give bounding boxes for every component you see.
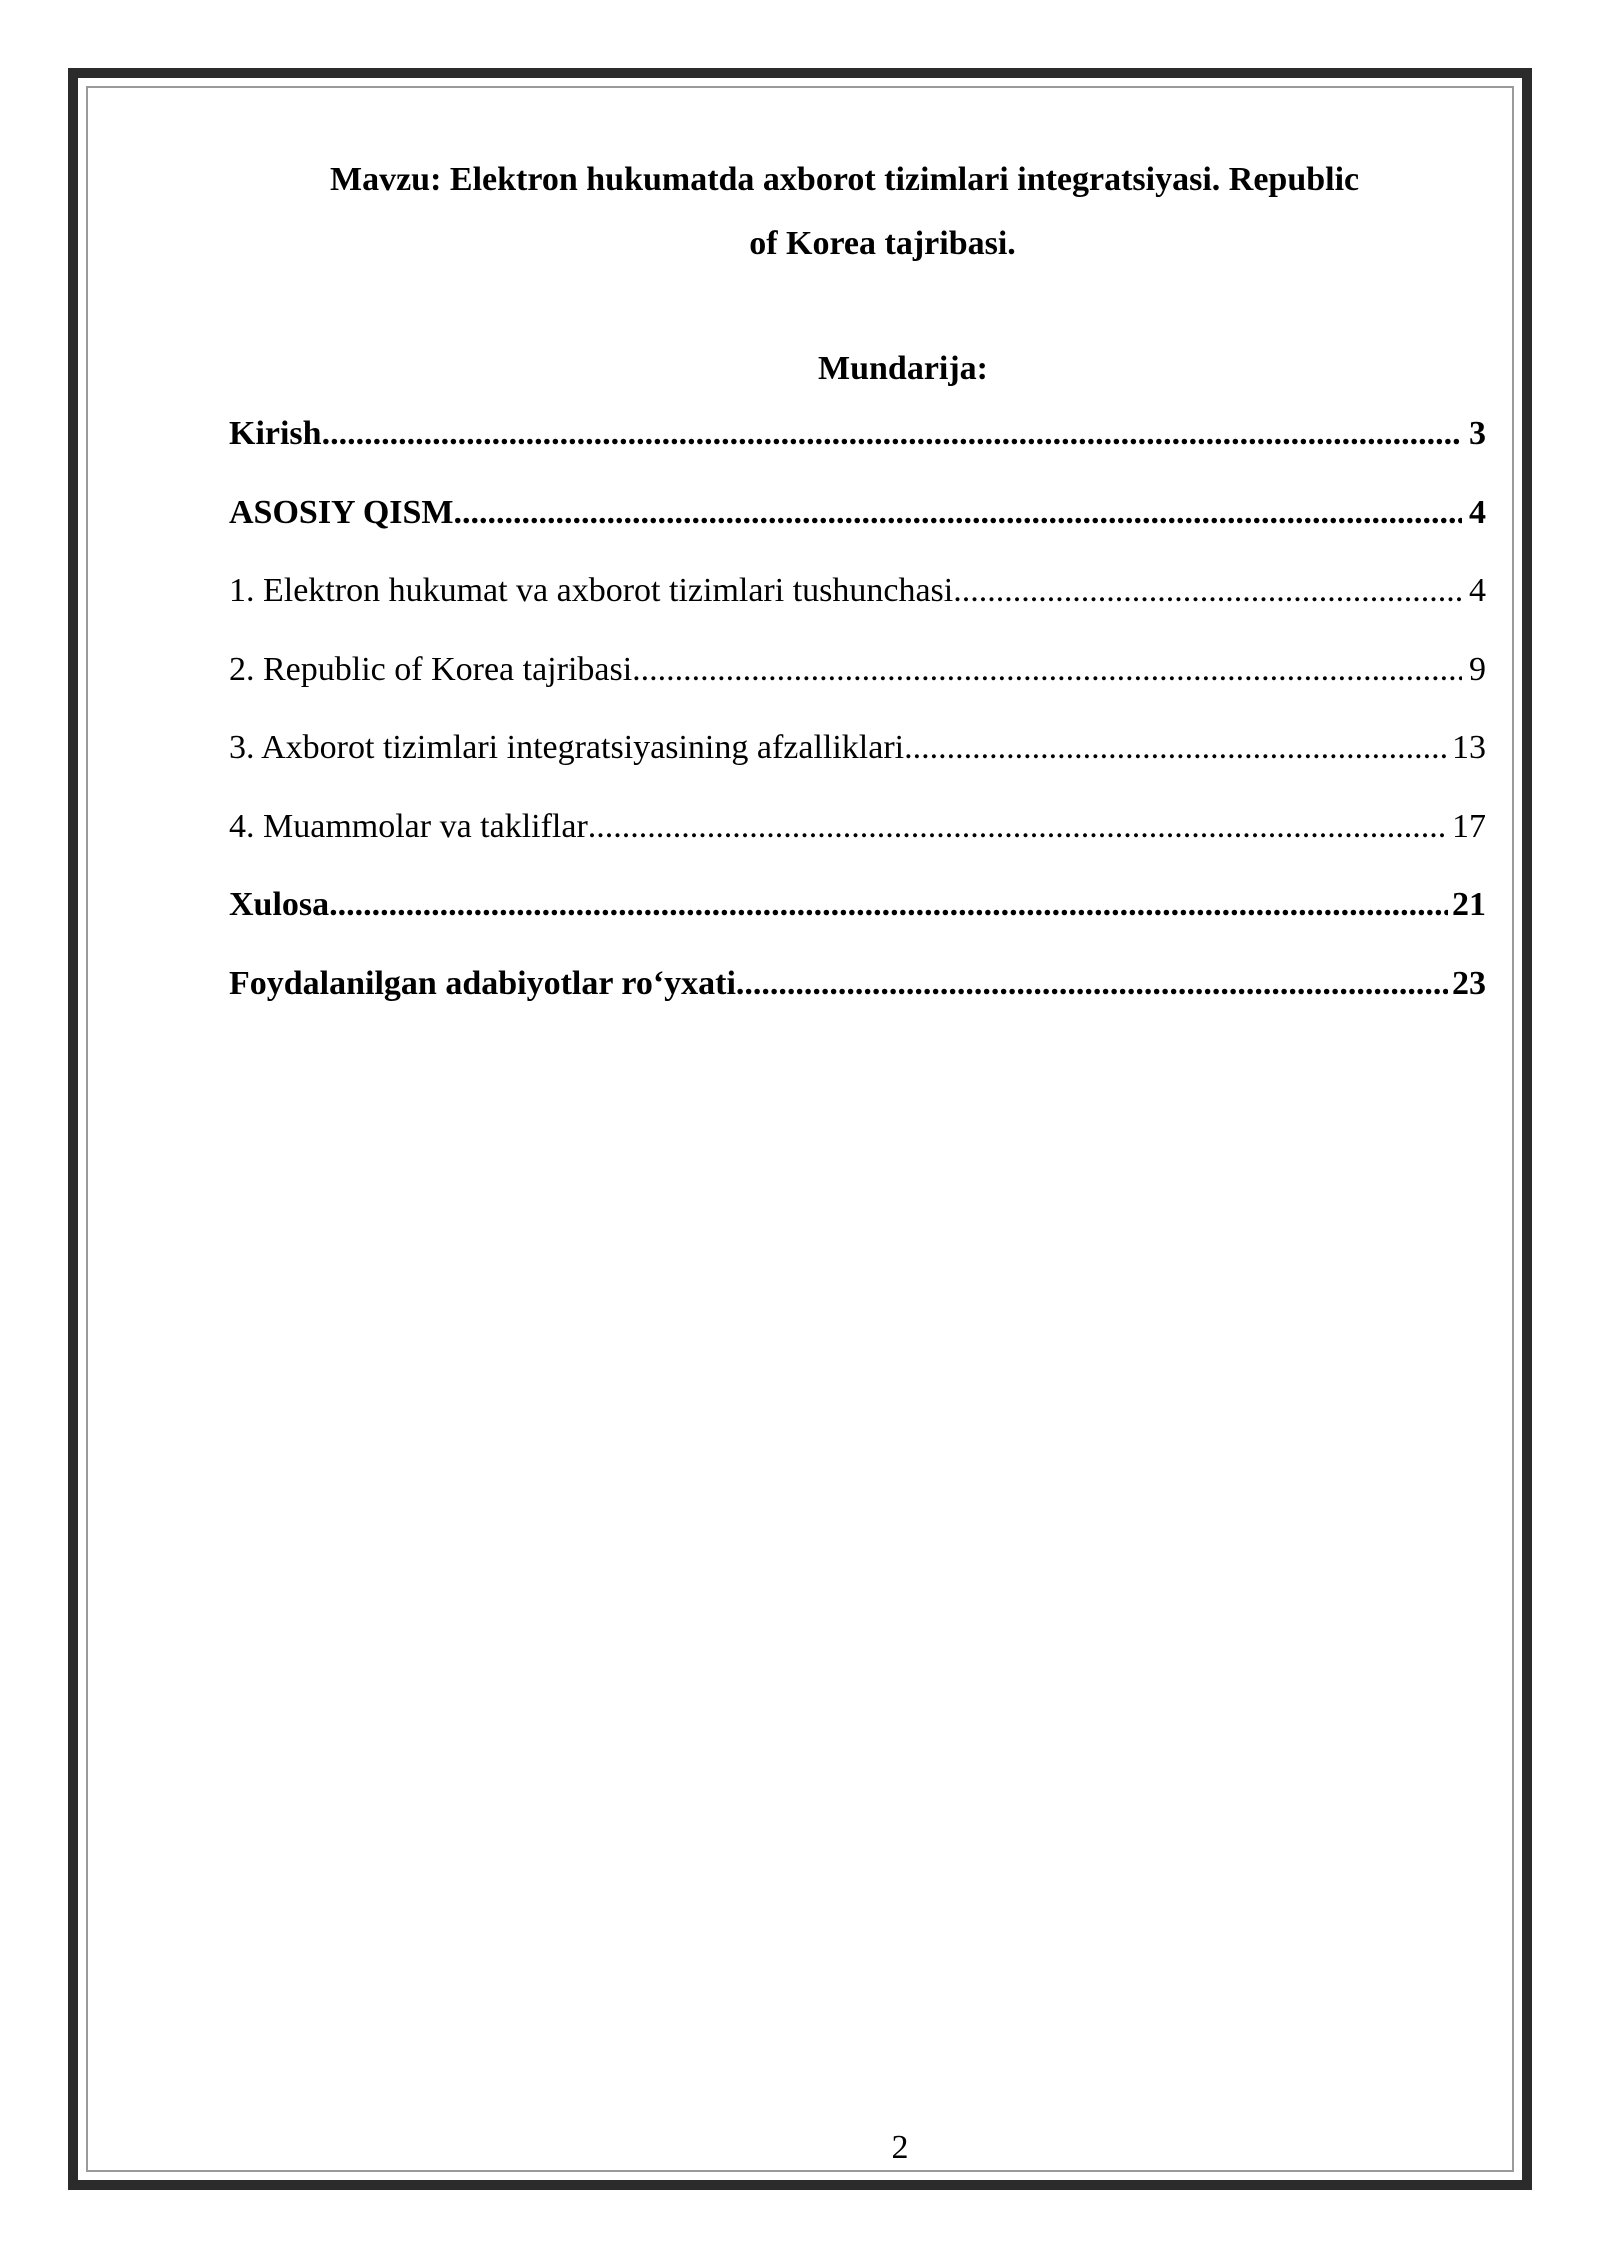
toc-dot-leader bbox=[329, 877, 1448, 933]
title-line-2: of Korea tajribasi. bbox=[749, 225, 1016, 262]
toc-entry-page: 23 bbox=[1452, 964, 1486, 1002]
toc-entry-xulosa[interactable] bbox=[229, 877, 1486, 956]
toc-entry-label: ASOSIY QISM bbox=[229, 493, 454, 531]
toc-entry-page: 17 bbox=[1452, 807, 1486, 845]
toc-entry-page: 4 bbox=[1469, 493, 1486, 531]
toc-entry-label: 4. Muammolar va takliflar bbox=[229, 807, 588, 845]
toc-dot-leader bbox=[736, 956, 1448, 1012]
toc-entry-references[interactable] bbox=[229, 956, 1486, 1035]
toc-dot-leader bbox=[588, 799, 1448, 855]
toc-dot-leader bbox=[632, 642, 1462, 698]
table-of-contents bbox=[229, 406, 1486, 1034]
toc-entry-section-3[interactable] bbox=[229, 720, 1486, 799]
toc-entry-label: 1. Elektron hukumat va axborot tizimlari tushunchasi bbox=[229, 572, 954, 609]
toc-entry-section-1[interactable] bbox=[229, 563, 1486, 642]
toc-heading: Mundarija: bbox=[818, 350, 988, 387]
toc-entry-section-2[interactable] bbox=[229, 642, 1486, 721]
document-title bbox=[330, 148, 1480, 276]
toc-entry-page: 3 bbox=[1469, 415, 1486, 452]
toc-dot-leader bbox=[322, 406, 1462, 462]
toc-entry-label: Foydalanilgan adabiyotlar ro‘yxati bbox=[229, 964, 736, 1002]
toc-entry-section-4[interactable] bbox=[229, 799, 1486, 878]
toc-dot-leader bbox=[904, 720, 1448, 776]
toc-entry-page: 13 bbox=[1452, 729, 1486, 766]
toc-entry-page: 9 bbox=[1469, 650, 1486, 688]
page-border-inner bbox=[86, 86, 1514, 2172]
toc-entry-label: 3. Axborot tizimlari integratsiyasining afzalliklari bbox=[229, 729, 905, 766]
toc-entry-label: 2. Republic of Korea tajribasi bbox=[229, 650, 633, 688]
toc-dot-leader bbox=[454, 485, 1462, 541]
toc-entry-page: 4 bbox=[1469, 572, 1486, 609]
toc-entry-label: Kirish bbox=[229, 415, 322, 452]
toc-entry-kirish[interactable] bbox=[229, 406, 1486, 485]
title-line-1: Mavzu: Elektron hukumatda axborot tizimlari integratsiyasi. Republic bbox=[330, 161, 1360, 198]
toc-dot-leader bbox=[953, 563, 1462, 619]
toc-entry-asosiy-qism[interactable] bbox=[229, 485, 1486, 564]
page-number: 2 bbox=[891, 2129, 909, 2166]
toc-entry-label: Xulosa bbox=[229, 886, 330, 923]
toc-entry-page: 21 bbox=[1452, 886, 1486, 923]
